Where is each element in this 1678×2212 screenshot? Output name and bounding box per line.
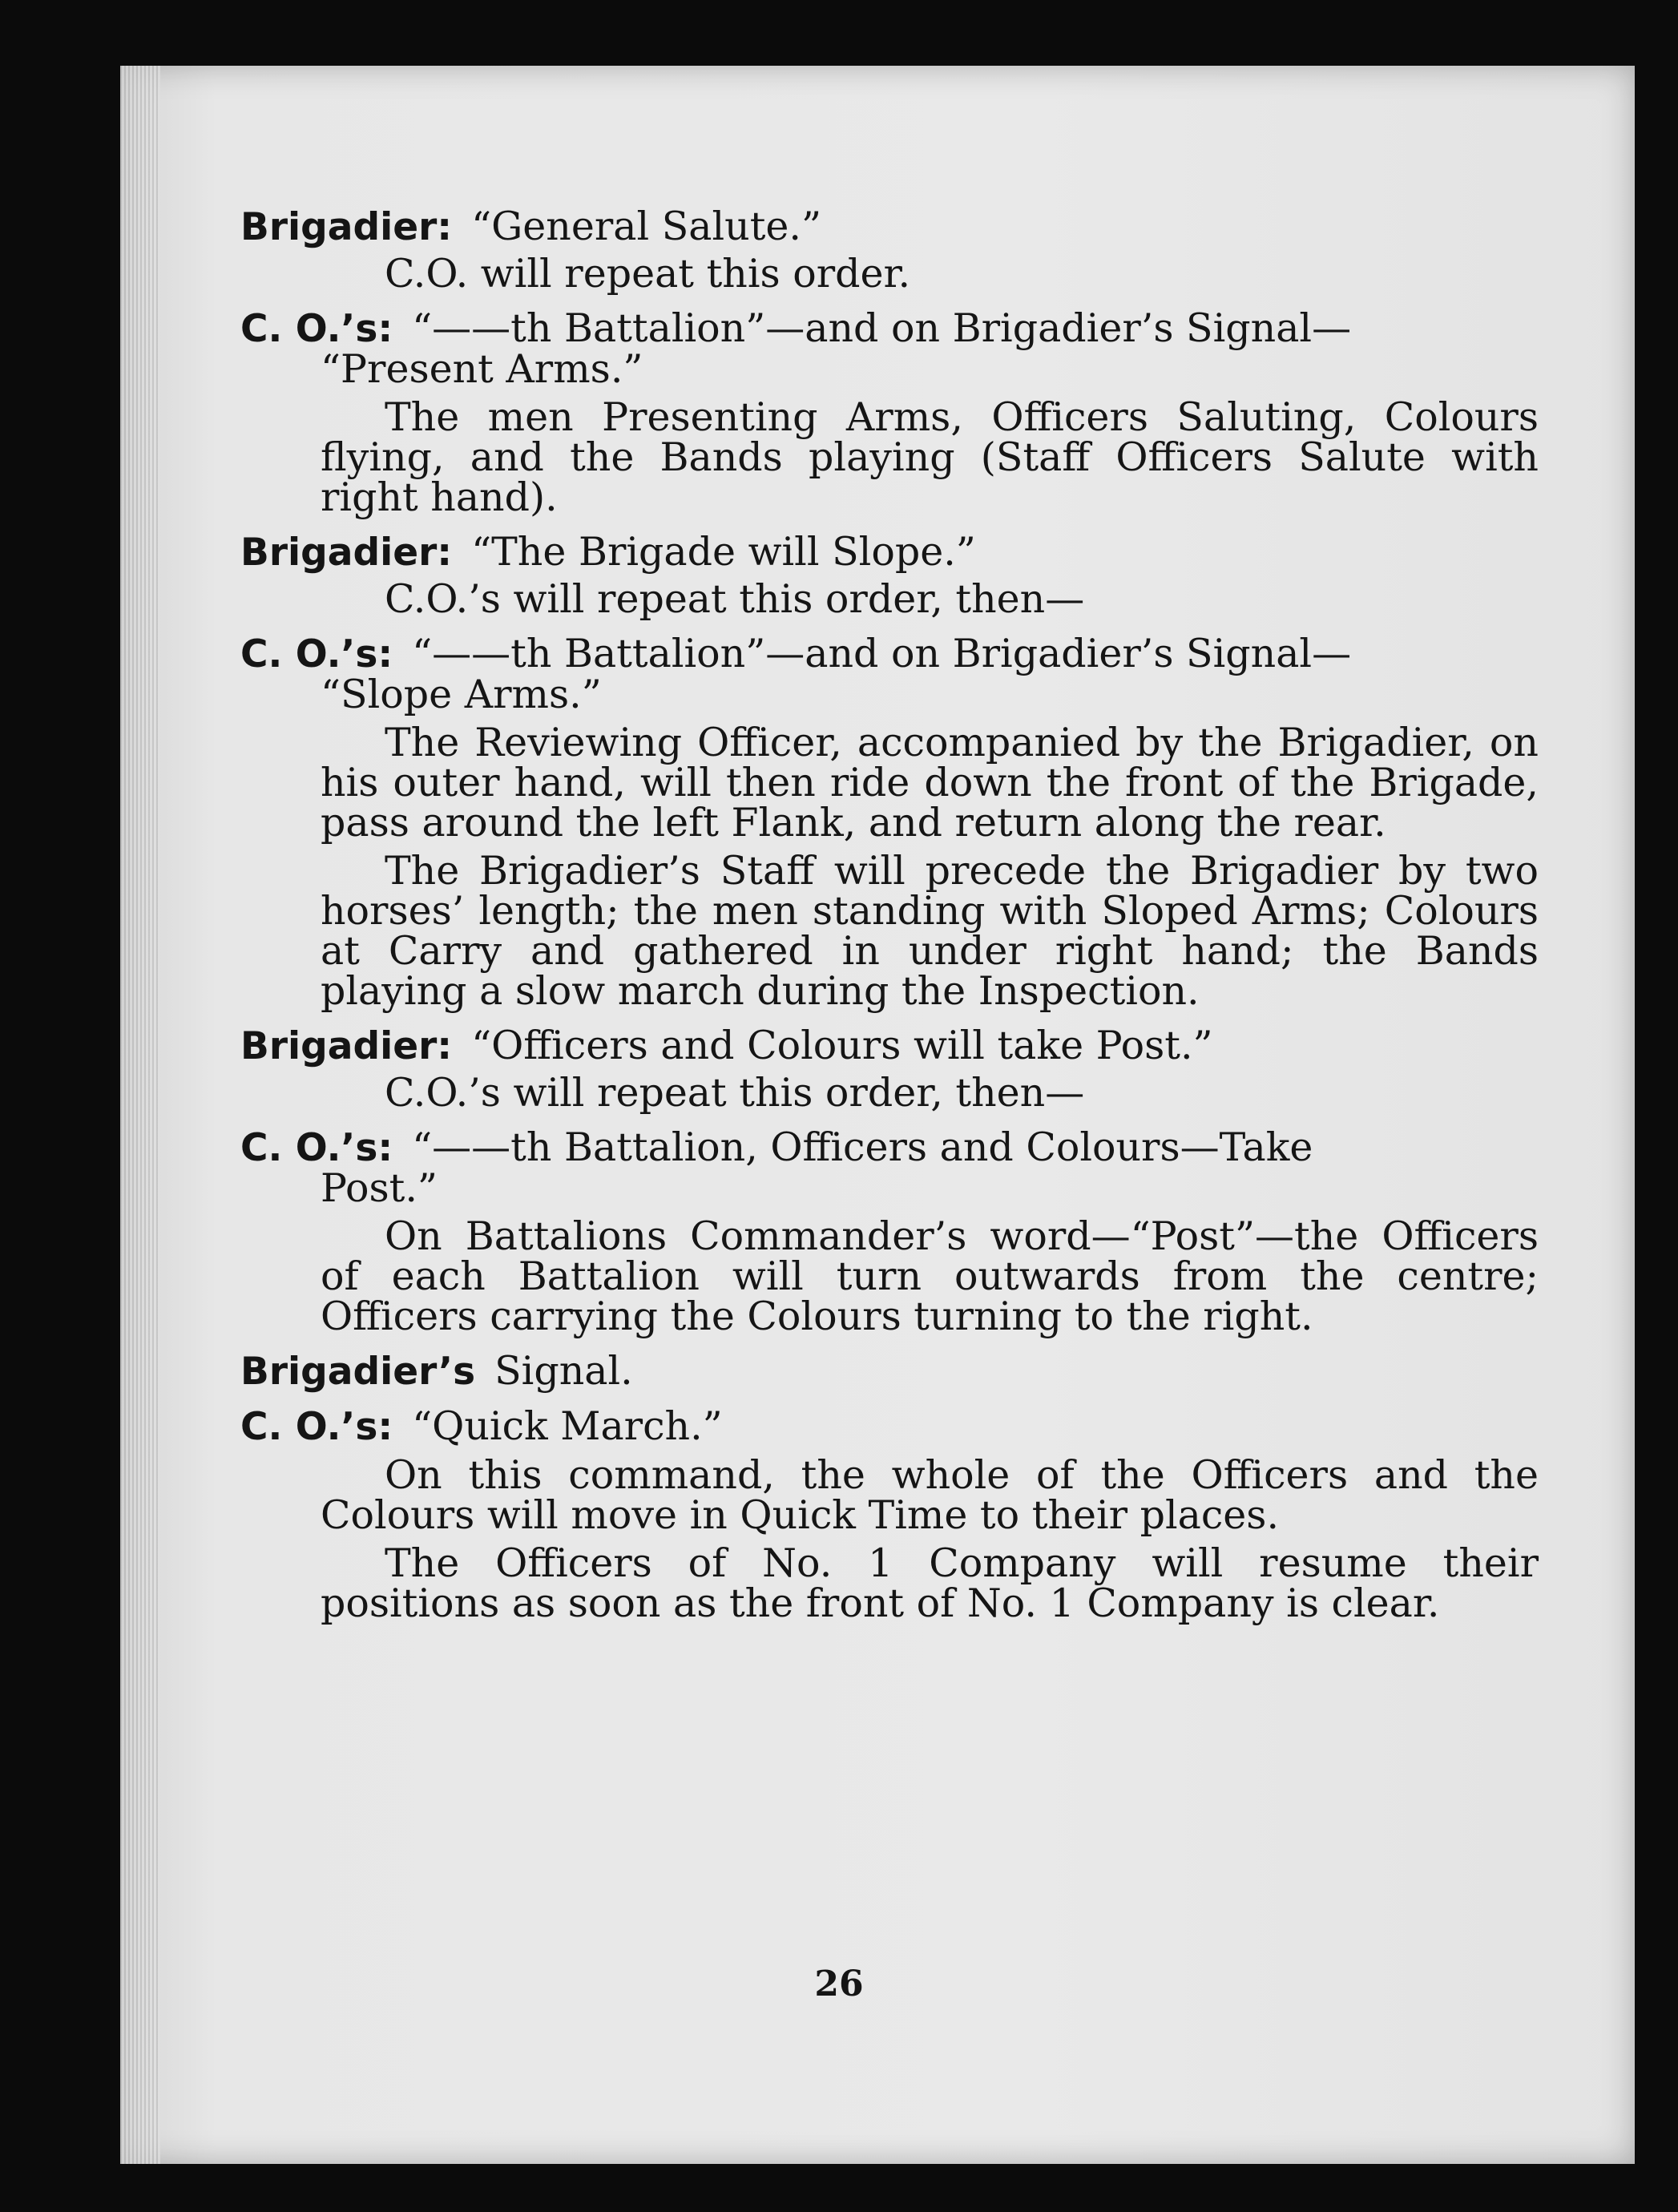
command-line bbox=[240, 305, 1539, 351]
order-text: Signal. bbox=[494, 1348, 633, 1394]
instruction-paragraph: The Officers of No. 1 Company will resume their positions as soon as the front of No. 1 Company is clear. bbox=[321, 1540, 1539, 1626]
instruction-paragraph: The men Presenting Arms, Officers Saluting, Colours flying, and the Bands playing (Staff Officers Salute with right hand). bbox=[321, 394, 1539, 520]
speaker-label: C. O.’s: bbox=[240, 1126, 393, 1170]
command-line bbox=[240, 529, 1539, 575]
order-continuation: Post.” bbox=[321, 1165, 438, 1211]
sub-instruction: C.O.’s will repeat this order, then— bbox=[385, 576, 1085, 622]
speaker-label: Brigadier: bbox=[240, 205, 453, 249]
sub-instruction: C.O. will repeat this order. bbox=[385, 251, 911, 297]
command-line bbox=[240, 1403, 1539, 1449]
drill-text bbox=[240, 204, 1539, 1626]
order-text: “Officers and Colours will take Post.” bbox=[471, 1023, 1213, 1068]
speaker-label: Brigadier’s bbox=[240, 1350, 476, 1394]
speaker-label: Brigadier: bbox=[240, 531, 453, 575]
command-block bbox=[240, 305, 1539, 520]
instruction-paragraph: The Brigadier’s Staff will precede the Brigadier by two horses’ length; the men standing with Sloped Arms; Colours at Carry and gathered in under right hand; the Bands playing a slow march during the Inspection. bbox=[321, 848, 1539, 1014]
speaker-label: Brigadier: bbox=[240, 1024, 453, 1068]
command-block bbox=[240, 1403, 1539, 1626]
speaker-label: C. O.’s: bbox=[240, 632, 393, 676]
command-line bbox=[240, 631, 1539, 676]
command-block bbox=[240, 1348, 1539, 1394]
command-line bbox=[240, 1124, 1539, 1170]
order-text: “——th Battalion”—and on Brigadier’s Signal— bbox=[412, 631, 1352, 676]
speaker-label: C. O.’s: bbox=[240, 1405, 393, 1449]
instruction-paragraph: On this command, the whole of the Officers and the Colours will move in Quick Time to their places. bbox=[321, 1452, 1539, 1538]
instruction-paragraph: The Reviewing Officer, accompanied by the Brigadier, on his outer hand, will then ride down the front of the Brigade, pass around the left Flank, and return along the rear. bbox=[321, 720, 1539, 846]
page-number: 26 bbox=[814, 1964, 864, 2004]
command-block bbox=[240, 1023, 1539, 1116]
command-line bbox=[240, 204, 1539, 249]
speaker-label: C. O.’s: bbox=[240, 307, 393, 351]
command-block bbox=[240, 631, 1539, 1014]
order-text: “——th Battalion, Officers and Colours—Take bbox=[412, 1124, 1313, 1170]
command-line bbox=[240, 1023, 1539, 1068]
sub-instruction: C.O.’s will repeat this order, then— bbox=[385, 1070, 1085, 1116]
command-block bbox=[240, 204, 1539, 297]
order-text: “Quick March.” bbox=[412, 1403, 723, 1449]
command-line bbox=[240, 1348, 1539, 1394]
order-continuation: “Present Arms.” bbox=[321, 346, 643, 392]
order-text: “General Salute.” bbox=[471, 204, 822, 249]
order-continuation: “Slope Arms.” bbox=[321, 672, 602, 717]
order-text: “——th Battalion”—and on Brigadier’s Signal— bbox=[412, 305, 1352, 351]
order-text: “The Brigade will Slope.” bbox=[471, 529, 976, 575]
command-block bbox=[240, 529, 1539, 622]
command-block bbox=[240, 1124, 1539, 1339]
instruction-paragraph: On Battalions Commander’s word—“Post”—the Officers of each Battalion will turn outwards from the centre; Officers carrying the Colours turning to the right. bbox=[321, 1213, 1539, 1339]
